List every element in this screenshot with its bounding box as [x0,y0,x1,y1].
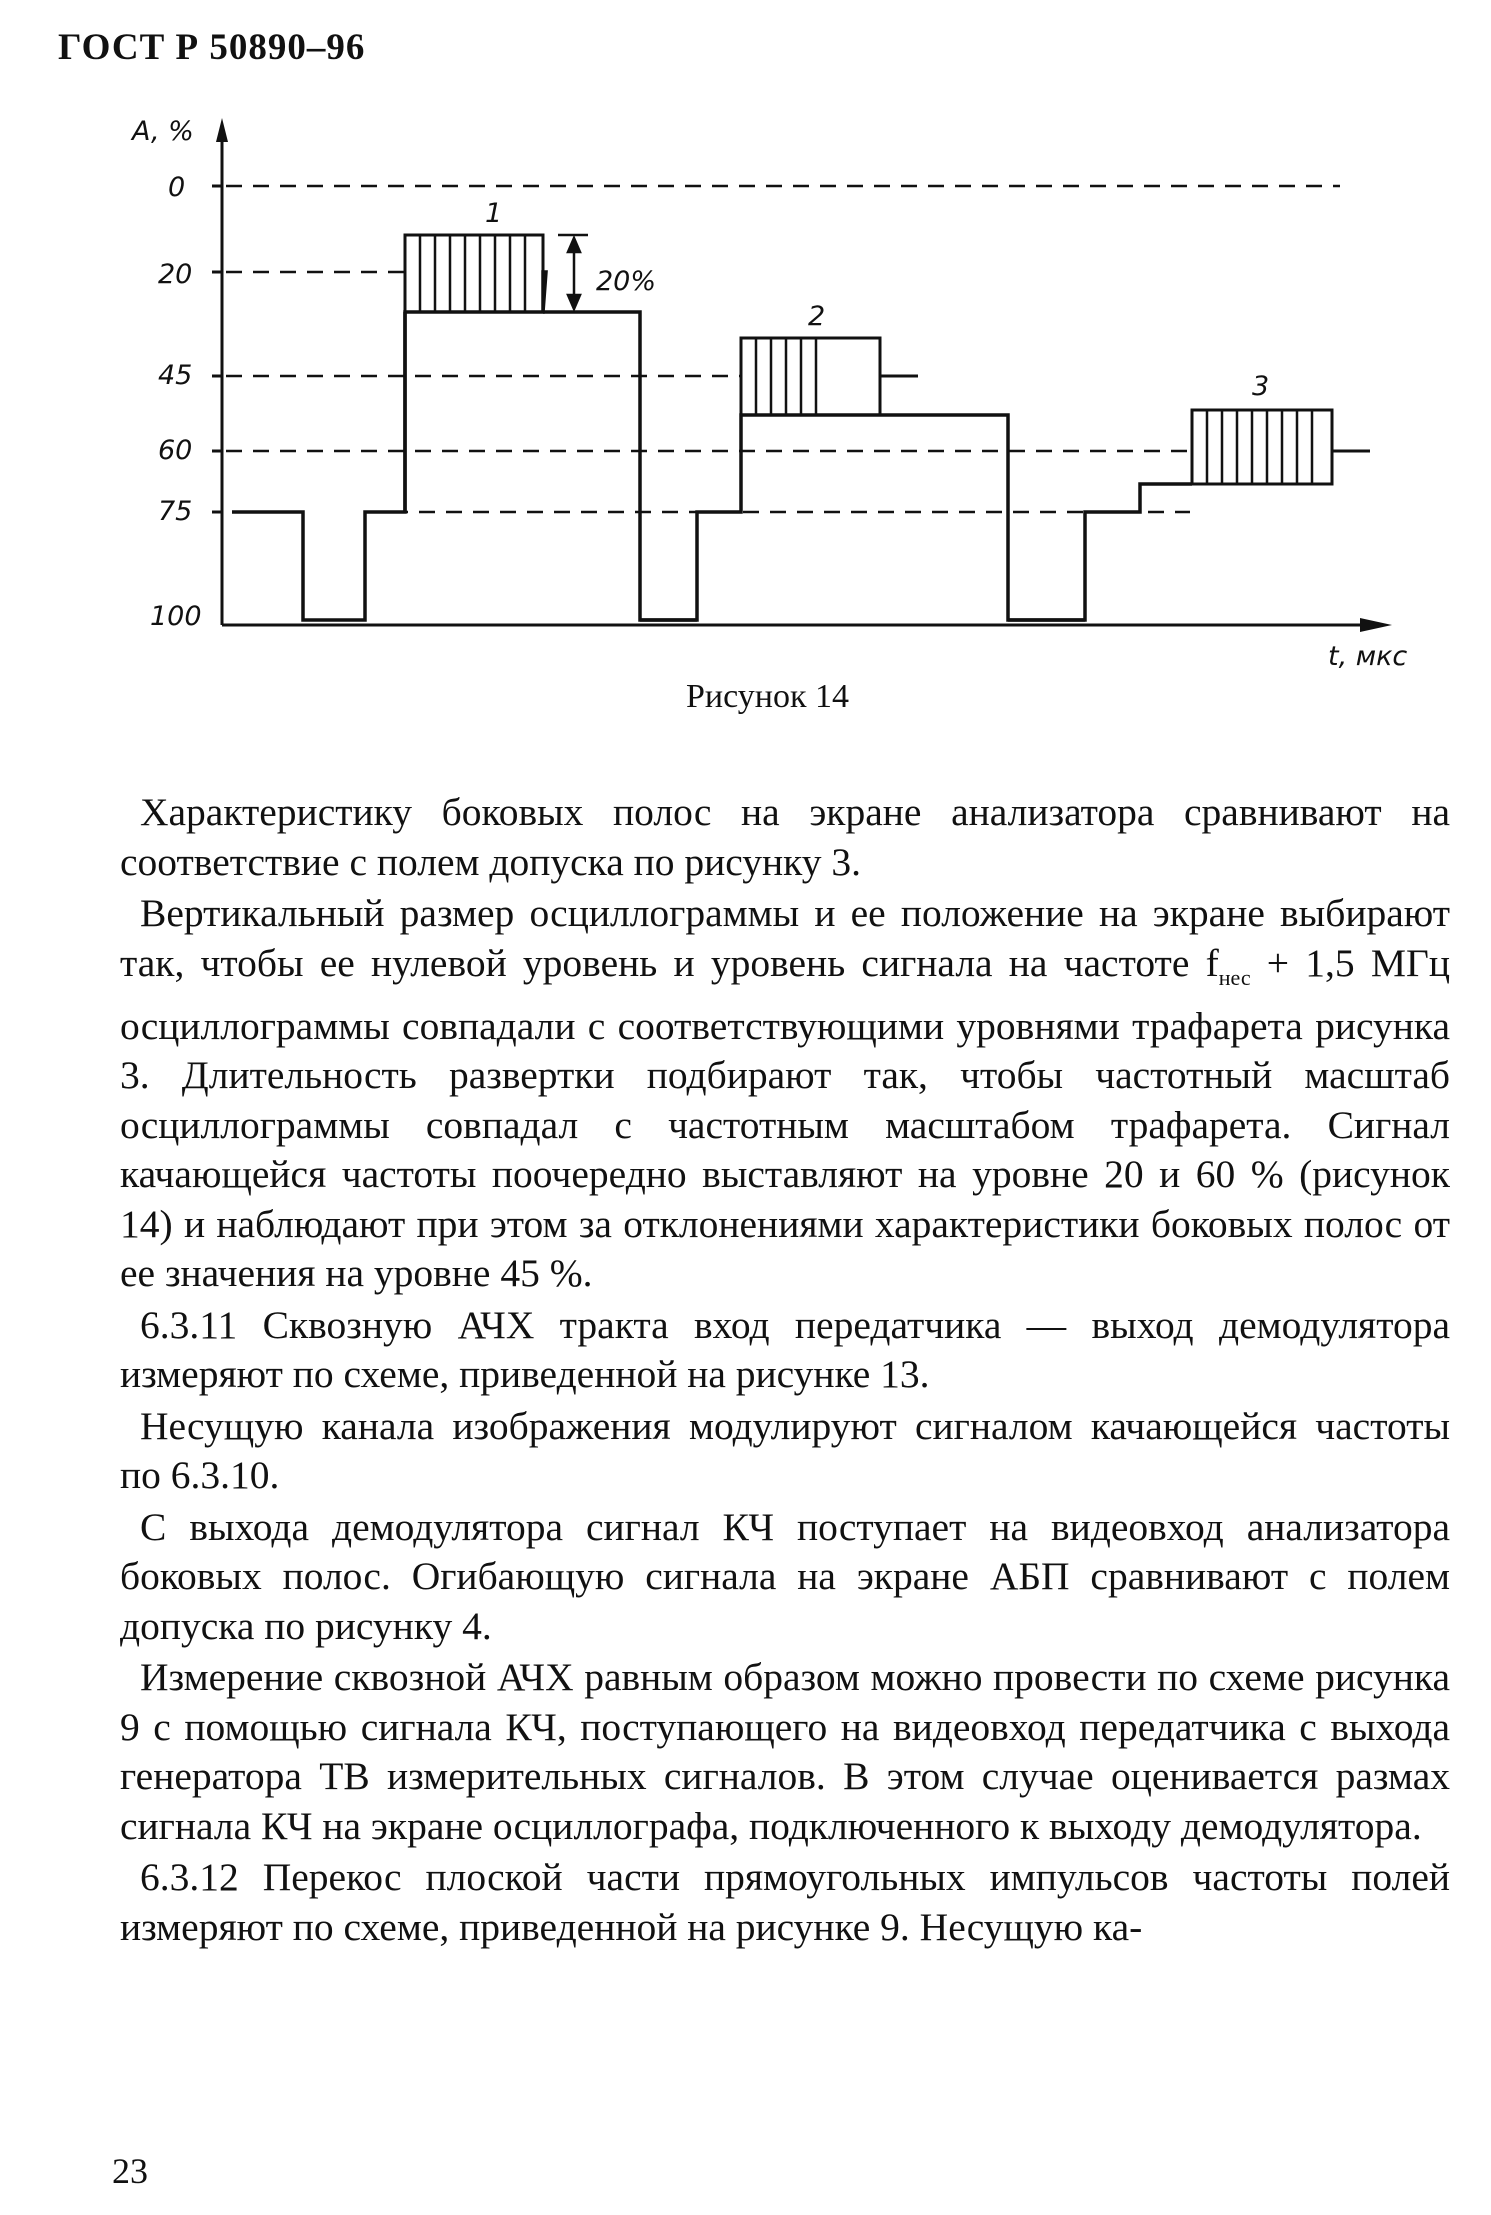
sweep-box-3 [1192,410,1370,484]
band-label: 20% [596,266,657,297]
y-tick-label: 75 [158,496,193,527]
y-axis-label: A, % [132,116,194,147]
y-tick-label: 20 [158,259,193,290]
sweep-box-1 [405,235,543,312]
y-tick-label: 100 [150,601,202,632]
marker-label-2: 2 [808,301,826,332]
y-tick-label: 0 [168,172,186,203]
figure-14 [0,0,1491,700]
signal-waveform [232,272,546,620]
marker-label-3: 3 [1252,371,1270,402]
paragraph: Характеристику боковых полос на экране анализатора сравнивают на соответствие с полем допуска по рисунку 3. [120,790,1450,884]
band-dimension [558,235,588,312]
paragraph-with-formula [120,889,1450,1299]
y-tick-label: 45 [158,360,193,391]
marker-label-1: 1 [485,198,503,229]
figure-caption: Рисунок 14 [686,678,849,715]
x-axis-label: t, мкс [1328,641,1408,672]
paragraph: Несущую канала изображения модулируют сигналом качающейся частоты по 6.3.10. [120,1403,1450,1498]
reference-lines [226,186,1340,512]
paragraph-part: + 1,5 МГц осциллограммы совпадали с соответствующими уровнями трафарета рисунка 3. Длительность развертки подбирают так, чтобы частотный масштаб осциллограммы совпадал с частотным масштабом трафарета. Сигнал качающейся частоты поочередно выставляют на уровне 20 и 60 % (рисунок 14) и наблюдают при этом за отклонениями характеристики боковых полос от ее значения на уровне 45 %. [120,940,1450,1296]
body-text [120,788,1450,1954]
y-tick-label: 60 [158,435,193,466]
waveform-diagram [0,0,1491,700]
paragraph: Измерение сквозной АЧХ равным образом можно провести по схеме рисунка 9 с помощью сигнала КЧ, поступающего на видеовход передатчика с выхода генератора ТВ измерительных сигналов. В этом случае оценивается размах сигнала КЧ на экране осциллографа, подключенного к выходу демодулятора. [120,1655,1450,1848]
paragraph: 6.3.12 Перекос плоской части прямоугольных импульсов частоты полей измеряют по схеме, приведенной на рисунке 9. Несущую ка- [120,1855,1450,1949]
paragraph-part: Вертикальный размер осциллограммы и ее положение на экране выбирают так, чтобы ее нулевой уровень и уровень сигнала на частоте f [120,891,1450,985]
x-axis-arrow [1360,618,1392,632]
paragraph: 6.3.11 Сквозную АЧХ тракта вход передатчика — выход демодулятора измеряют по схеме, приведенной на рисунке 13. [120,1302,1450,1397]
paragraph: С выхода демодулятора сигнал КЧ поступает на видеовход анализатора боковых полос. Огибающую сигнала на экране АБП сравнивают с полем допуска по рисунку 4. [120,1504,1450,1648]
page-number: 23 [112,2151,148,2191]
document-header: ГОСТ Р 50890–96 [58,27,366,68]
formula-subscript: нес [1218,964,1251,990]
sweep-box-2 [741,338,918,415]
y-axis-arrow [216,118,228,142]
